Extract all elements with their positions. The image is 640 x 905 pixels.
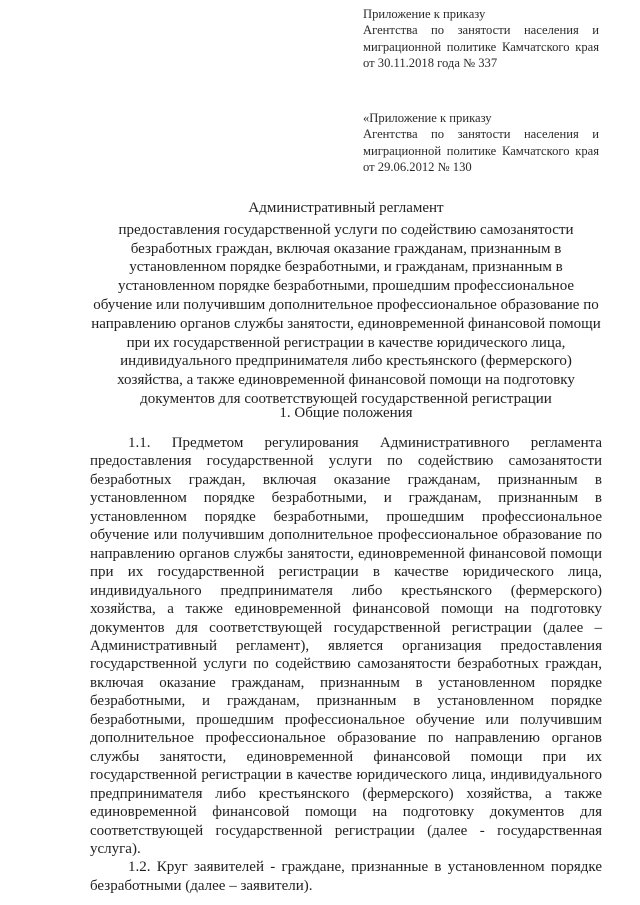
paragraph-line: предоставления государственной услуги по содействию самозанятости [90, 453, 602, 470]
title-line: установленном порядке безработными, прошедшим профессиональное [117, 278, 575, 295]
paragraph-line: безработными, и гражданам, признанным в установленном порядке [90, 693, 602, 710]
annex-line: от 30.11.2018 года № 337 [363, 56, 498, 71]
title-line: при их государственной регистрации в качестве юридического лица, [126, 334, 566, 351]
title-line: установленном порядке безработными, и гражданам, признанным в [129, 259, 563, 276]
paragraph-line: Административный регламент), является организация предоставления [90, 637, 602, 654]
annex-line: от 29.06.2012 № 130 [363, 160, 472, 175]
paragraph-1-2 [90, 858, 602, 895]
paragraph-line: 1.1. Предметом регулирования Административного регламента [128, 435, 602, 451]
title-line: предоставления государственной услуги по содействию самозанятости [118, 221, 574, 238]
paragraph-line: направлению органов службы занятости, единовременной финансовой помощи [90, 545, 602, 562]
annex-note-current [363, 6, 599, 72]
document-body [90, 434, 602, 895]
paragraph-line: государственной услуги по содействию самозанятости безработных граждан, [90, 656, 602, 673]
paragraph-line: установленном порядке безработными, и гражданам, признанным в [90, 490, 602, 507]
annex-note-previous [363, 110, 599, 176]
section-heading: 1. Общие положения [279, 405, 413, 421]
paragraph-line: при их государственной регистрации в качестве юридического лица, [90, 564, 602, 581]
title-line: индивидуального предпринимателя либо крестьянского (фермерского) [120, 353, 572, 370]
paragraph-line: включая оказание гражданам, признанным в установленном порядке [90, 674, 602, 691]
paragraph-line: безработных граждан, включая оказание гражданам, признанным в [90, 471, 602, 488]
title-line: документов для соответствующей государственной регистрации [140, 390, 552, 407]
paragraph-line: безработными (далее – заявители). [90, 877, 313, 894]
annex-line: Приложение к приказу [363, 7, 486, 21]
paragraph-line: предпринимателя либо крестьянского (фермерского) хозяйства, а также [90, 785, 602, 802]
paragraph-line: услуга). [90, 840, 141, 857]
title-line: направлению органов службы занятости, единовременной финансовой помощи [91, 315, 601, 332]
paragraph-line: индивидуального предпринимателя либо крестьянского (фермерского) [90, 582, 602, 599]
title-line: обучение или получившим дополнительное профессиональное образование по [93, 296, 599, 313]
title-line: хозяйства, а также единовременной финансовой помощи на подготовку [117, 372, 575, 389]
paragraph-line: установленном порядке безработными, прошедшим профессиональное [90, 508, 602, 525]
annex-line: Агентства по занятости населения и [363, 127, 599, 142]
annex-line: миграционной политике Камчатского края [363, 143, 599, 158]
paragraph-line: безработными, прошедшим профессиональное обучение или получившим [90, 711, 602, 728]
paragraph-line: службы занятости, единовременной финансовой помощи при их [90, 748, 602, 765]
paragraph-line: документов для соответствующей государственной регистрации (далее – [90, 619, 602, 636]
document-title: Административный регламент [248, 200, 444, 216]
document-title-block [90, 199, 602, 409]
paragraph-line: 1.2. Круг заявителей - граждане, признанные в установленном порядке [128, 859, 602, 876]
annex-line: Агентства по занятости населения и [363, 23, 599, 38]
paragraph-line: государственной регистрации в качестве юридического лица, индивидуального [90, 767, 602, 784]
annex-line: «Приложение к приказу [363, 111, 492, 125]
paragraph-1-1 [90, 434, 602, 858]
paragraph-line: дополнительное профессиональное образование по направлению органов [90, 730, 602, 747]
paragraph-line: хозяйства, а также единовременной финансовой помощи на подготовку [90, 601, 602, 618]
paragraph-line: соответствующей государственной регистрации (далее - государственная [90, 822, 602, 839]
annex-line: миграционной политике Камчатского края [363, 39, 599, 54]
paragraph-line: единовременной финансовой помощи на подготовку документов для [90, 804, 602, 821]
title-line: безработных граждан, включая оказание гражданам, признанным в [130, 240, 562, 257]
paragraph-line: обучение или получившим дополнительное профессиональное образование по [90, 527, 602, 544]
